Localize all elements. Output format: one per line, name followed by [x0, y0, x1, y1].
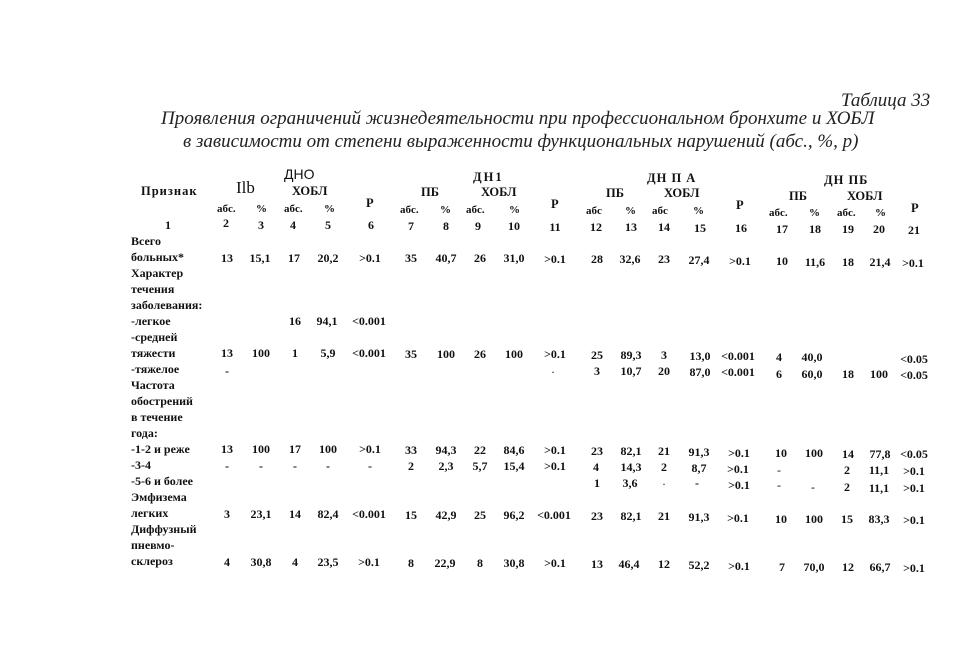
table-title-line2: в зависимости от степени выраженности функциональных нарушений (абс., %, р): [183, 131, 859, 152]
table-cell: 30,8: [250, 555, 272, 569]
header-dn1-hobl: ХОБЛ: [481, 185, 517, 199]
table-cell: -: [225, 364, 229, 378]
table-cell: -: [811, 480, 815, 494]
table-cell: 15: [405, 508, 417, 522]
table-cell: 21: [658, 509, 670, 523]
sub-pct-20: %: [875, 207, 886, 219]
table-cell: 15,1: [249, 251, 271, 265]
sub-pct-10: %: [509, 204, 520, 216]
table-cell: 3: [224, 507, 230, 521]
table-cell: 84,6: [503, 443, 525, 457]
table-cell: 46,4: [618, 557, 640, 571]
colnum: 3: [258, 218, 264, 232]
table-cell: 4: [292, 555, 298, 569]
table-cell: <0.05: [900, 352, 928, 366]
row-label: Характер: [131, 266, 184, 280]
table-cell: 12: [842, 560, 854, 574]
row-label: года:: [131, 426, 158, 440]
table-cell: 100: [319, 442, 337, 456]
table-cell: 12: [658, 557, 670, 571]
table-cell: 10,7: [620, 364, 642, 378]
table-cell: 5,7: [472, 459, 488, 473]
sub-pct-3: %: [256, 203, 267, 215]
header-dn2a: ДН П А: [647, 171, 697, 185]
table-cell: 4: [224, 555, 230, 569]
table-cell: 3: [594, 364, 600, 378]
table-cell: 3,6: [622, 476, 638, 490]
colnum: 5: [325, 218, 331, 232]
table-cell: 15,4: [503, 459, 525, 473]
table-cell: -: [695, 476, 699, 490]
table-cell: >0.1: [728, 559, 750, 573]
sub-abs-17: абс.: [769, 207, 788, 219]
sub-pct-18: %: [809, 207, 820, 219]
table-cell: 8,7: [691, 461, 707, 475]
sub-abs-2: абс.: [217, 203, 236, 215]
table-cell: <0.001: [352, 314, 386, 328]
table-cell: 100: [805, 512, 823, 526]
table-cell: 91,3: [688, 445, 710, 459]
row-label: тяжести: [131, 346, 176, 360]
table-cell: 10: [776, 254, 788, 268]
table-cell: 10: [775, 512, 787, 526]
colnum: 6: [368, 218, 374, 232]
header-dno-pb: Іlb: [236, 178, 255, 197]
table-cell: 3: [661, 348, 667, 362]
table-cell: 23,1: [250, 507, 272, 521]
table-cell: -: [777, 463, 781, 477]
sub-pct-5: %: [324, 203, 335, 215]
table-cell: 100: [437, 347, 455, 361]
table-cell: 26: [474, 347, 486, 361]
table-cell: 66,7: [869, 560, 891, 574]
table-cell: 31,0: [503, 251, 525, 265]
table-cell: 11,1: [868, 463, 890, 477]
table-cell: 2: [408, 459, 414, 473]
table-cell: >0.1: [359, 442, 381, 456]
colnum: 12: [590, 220, 602, 234]
table-cell: 23: [591, 444, 603, 458]
row-label: -тяжелое: [131, 362, 180, 376]
colnum: 7: [408, 219, 414, 233]
header-dno-hobl: ХОБЛ: [292, 184, 328, 198]
row-label: -5-6 и более: [131, 474, 193, 488]
table-cell: -: [368, 459, 372, 473]
table-cell: 23: [591, 509, 603, 523]
table-cell: <0.001: [721, 365, 755, 379]
table-cell: 17: [289, 442, 301, 456]
table-cell: 20,2: [317, 251, 339, 265]
table-cell: >0.1: [544, 443, 566, 457]
table-cell: 96,2: [503, 508, 525, 522]
colnum: 13: [625, 220, 637, 234]
header-dn1: ДН1: [473, 170, 504, 184]
table-cell: 13,0: [689, 349, 711, 363]
table-cell: 11,6: [804, 255, 826, 269]
colnum: 14: [658, 220, 670, 234]
table-cell: <0.001: [537, 508, 571, 522]
table-cell: 28: [591, 252, 603, 266]
sub-abs-7: абс.: [400, 204, 419, 216]
table-cell: 77,8: [869, 447, 891, 461]
table-cell: .: [662, 474, 666, 488]
table-cell: 82,4: [317, 507, 339, 521]
sub-pct-15: %: [693, 205, 704, 217]
table-cell: 35: [405, 251, 417, 265]
table-cell: >0.1: [728, 478, 750, 492]
row-label: Диффузный: [131, 522, 197, 536]
table-cell: 100: [870, 367, 888, 381]
table-cell: 40,0: [801, 350, 823, 364]
table-cell: 89,3: [620, 348, 642, 362]
table-cell: 42,9: [435, 508, 457, 522]
table-cell: >0.1: [544, 347, 566, 361]
table-cell: >0.1: [544, 252, 566, 266]
sub-abs-19: абс.: [837, 207, 856, 219]
row-label: течения: [131, 282, 175, 296]
table-cell: 70,0: [803, 560, 825, 574]
table-cell: 100: [805, 446, 823, 460]
header-dn2a-hobl: ХОБЛ: [664, 186, 700, 200]
table-cell: 14: [842, 447, 854, 461]
table-cell: 60,0: [801, 367, 823, 381]
table-cell: 7: [779, 560, 785, 574]
table-cell: 25: [591, 348, 603, 362]
table-cell: >0.1: [727, 511, 749, 525]
table-cell: <0.001: [352, 346, 386, 360]
colnum: 10: [508, 219, 520, 233]
table-cell: 11,1: [868, 481, 890, 495]
row-label: Эмфизема: [131, 490, 187, 504]
table-cell: 23,5: [317, 555, 339, 569]
table-cell: 32,6: [619, 252, 641, 266]
colnum: 16: [735, 221, 747, 235]
table-cell: 33: [405, 443, 417, 457]
sub-abs-12: абс: [586, 205, 602, 217]
table-cell: -: [225, 459, 229, 473]
table-cell: 4: [593, 460, 599, 474]
colnum: 21: [908, 223, 920, 237]
table-cell: 40,7: [435, 251, 457, 265]
table-cell: 21,4: [869, 255, 891, 269]
table-cell: 2: [661, 460, 667, 474]
header-dno-p: Р: [366, 196, 374, 210]
table-cell: 100: [505, 347, 523, 361]
colnum: 17: [776, 222, 788, 236]
table-cell: 2: [844, 463, 850, 477]
row-label: в течение: [131, 410, 183, 424]
table-cell: 21: [658, 444, 670, 458]
header-dn1-pb: ПБ: [421, 185, 439, 199]
colnum: 8: [443, 219, 449, 233]
table-cell: >0.1: [727, 462, 749, 476]
table-cell: <0.05: [900, 447, 928, 461]
table-cell: 13: [221, 251, 233, 265]
table-cell: 5,9: [320, 346, 336, 360]
row-label: легких: [131, 506, 169, 520]
colnum: 18: [809, 222, 821, 236]
row-label: -1-2 и реже: [131, 442, 190, 456]
table-cell: <0.001: [721, 349, 755, 363]
table-cell: .: [551, 362, 555, 376]
table-cell: >0.1: [903, 513, 925, 527]
sub-abs-14: абс: [652, 205, 668, 217]
row-label: Всего: [131, 234, 161, 248]
table-cell: -: [259, 459, 263, 473]
table-cell: 87,0: [689, 365, 711, 379]
table-cell: 18: [842, 367, 854, 381]
colnum: 15: [694, 221, 706, 235]
table-cell: 13: [221, 346, 233, 360]
table-cell: 30,8: [503, 556, 525, 570]
table-cell: >0.1: [359, 251, 381, 265]
table-cell: 83,3: [868, 512, 890, 526]
sub-abs-9: абс.: [466, 204, 485, 216]
table-cell: 20: [658, 364, 670, 378]
colnum: 4: [290, 218, 296, 232]
table-cell: 4: [776, 350, 782, 364]
table-cell: 8: [477, 556, 483, 570]
header-dn1-p: Р: [551, 197, 559, 211]
table-cell: 22: [474, 443, 486, 457]
colnum: 20: [873, 222, 885, 236]
table-cell: 18: [842, 255, 854, 269]
table-cell: 82,1: [620, 509, 642, 523]
header-dn2a-p: Р: [736, 198, 744, 212]
table-cell: -: [326, 459, 330, 473]
row-label: больных*: [131, 250, 185, 264]
header-dn2b: ДН ПБ: [824, 173, 869, 187]
table-cell: 2,3: [438, 459, 454, 473]
header-dn2b-pb: ПБ: [789, 189, 807, 203]
table-cell: >0.1: [903, 481, 925, 495]
table-cell: 23: [658, 252, 670, 266]
table-cell: 17: [288, 251, 300, 265]
table-cell: >0.1: [728, 446, 750, 460]
table-cell: >0.1: [902, 256, 924, 270]
table-cell: >0.1: [729, 254, 751, 268]
table-cell: 14,3: [620, 460, 642, 474]
table-number: Таблица 33: [841, 90, 931, 111]
sub-abs-4: абс.: [284, 203, 303, 215]
table-cell: 1: [292, 346, 298, 360]
row-label: -средней: [131, 330, 178, 344]
table-cell: 13: [221, 442, 233, 456]
table-cell: 82,1: [620, 444, 642, 458]
table-cell: 100: [252, 346, 270, 360]
table-cell: 91,3: [688, 510, 710, 524]
table-cell: 35: [405, 347, 417, 361]
table-cell: 10: [775, 446, 787, 460]
sub-pct-8: %: [440, 204, 451, 216]
table-cell: 13: [591, 557, 603, 571]
row-label: склероз: [131, 554, 173, 568]
header-priznak: Признак: [141, 184, 198, 198]
table-cell: 94,3: [435, 443, 457, 457]
colnum: 11: [549, 220, 561, 234]
table-cell: -: [777, 478, 781, 492]
row-label: пневмо-: [131, 538, 175, 552]
table-cell: 26: [474, 251, 486, 265]
table-cell: 1: [594, 476, 600, 490]
table-cell: 100: [252, 442, 270, 456]
row-label: -3-4: [131, 458, 151, 472]
table-cell: >0.1: [358, 555, 380, 569]
table-cell: <0.05: [900, 368, 928, 382]
row-label: обострений: [131, 394, 193, 408]
table-cell: >0.1: [903, 561, 925, 575]
table-cell: >0.1: [544, 459, 566, 473]
table-title-line1: Проявления ограничений жизнедеятельности при профессиональном бронхите и ХОБЛ: [161, 108, 875, 129]
row-label: Частота: [131, 378, 175, 392]
row-label: заболевания:: [131, 298, 203, 312]
table-cell: -: [293, 459, 297, 473]
table-cell: 94,1: [316, 314, 338, 328]
colnum: 9: [475, 219, 481, 233]
colnum: 2: [223, 216, 229, 230]
table-cell: >0.1: [903, 464, 925, 478]
colnum: 1: [165, 218, 171, 232]
header-dn2b-hobl: ХОБЛ: [847, 189, 883, 203]
table-cell: 52,2: [688, 558, 710, 572]
table-cell: 14: [289, 507, 301, 521]
header-dn2b-p: Р: [911, 201, 919, 215]
table-cell: 25: [474, 508, 486, 522]
table-cell: 6: [776, 367, 782, 381]
table-cell: 22,9: [434, 556, 456, 570]
table-cell: 2: [844, 480, 850, 494]
table-cell: >0.1: [544, 556, 566, 570]
sub-pct-13: %: [625, 205, 636, 217]
header-dn2a-pb: ПБ: [606, 186, 624, 200]
row-label: -легкое: [131, 314, 171, 328]
table-cell: 8: [408, 556, 414, 570]
table-cell: 16: [289, 314, 301, 328]
table-cell: <0.001: [352, 507, 386, 521]
table-cell: 27,4: [688, 253, 710, 267]
colnum: 19: [842, 222, 854, 236]
table-cell: 15: [841, 512, 853, 526]
header-dno: ДНО: [284, 166, 315, 182]
